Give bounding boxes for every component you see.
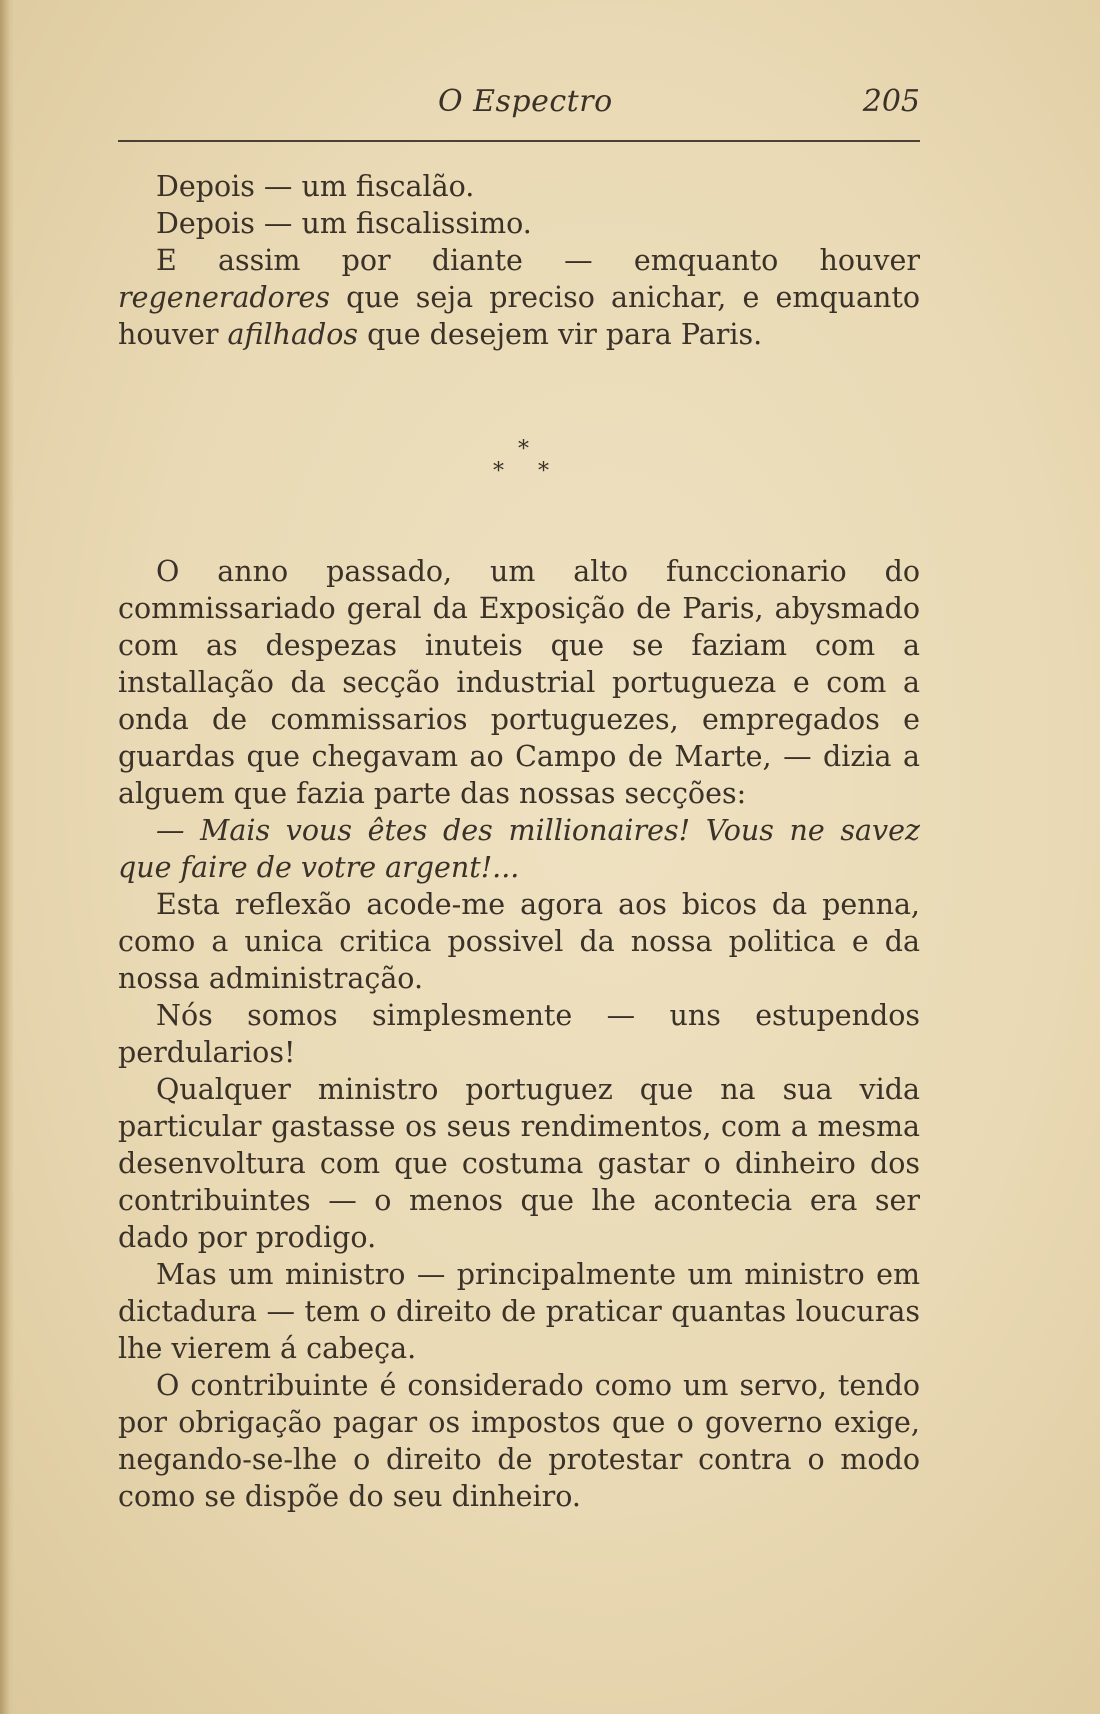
paragraph: O anno passado, um alto funccionario do commissariado geral da Exposição de Paris, abysmado com as despezas inuteis que se faziam com a installação da secção industrial portugueza e com a onda de commissarios portuguezes, empregados e guardas que chegavam ao Campo de Marte, — dizia a alguem que fazia parte das nossas secções: (118, 555, 920, 810)
paragraph (118, 242, 920, 353)
asterisk: * (538, 459, 549, 484)
page-header (118, 82, 920, 122)
page-number: 205 (862, 84, 920, 119)
text-run: que desejem vir para Paris. (358, 318, 763, 351)
asterisk: * (493, 459, 504, 484)
asterism-separator (118, 353, 920, 553)
paragraph: Mas um ministro — principalmente um ministro em dictadura — tem o direito de praticar quantas loucuras lhe vierem á cabeça. (118, 1258, 920, 1365)
text-run: que seja preciso anichar, e emquanto houver (118, 281, 920, 351)
paragraph: Esta reflexão acode-me agora aos bicos da penna, como a unica critica possivel da nossa politica e da nossa administração. (118, 888, 920, 995)
italic-term: afilhados (227, 318, 359, 351)
body-text (118, 168, 920, 1515)
paragraph: Qualquer ministro portuguez que na sua vida particular gastasse os seus rendimentos, com a mesma desenvoltura com que costuma gastar o dinheiro dos contribuintes — o menos que lhe acontecia era ser dado por prodigo. (118, 1073, 920, 1254)
paragraph: Depois — um fiscalissimo. (156, 207, 532, 240)
paragraph: Nós somos simplesmente — uns estupendos perdularios! (118, 999, 920, 1069)
paragraph: O contribuinte é considerado como um servo, tendo por obrigação pagar os impostos que o governo exige, negando-se-lhe o direito de protestar contra o modo como se dispõe do seu dinheiro. (118, 1369, 920, 1513)
quoted-speech: — Mais vous êtes des millionaires! Vous ne savez que faire de votre argent!... (118, 814, 920, 884)
page-spine-shadow (0, 0, 14, 1714)
running-title: O Espectro (438, 84, 613, 119)
asterisk: * (518, 437, 529, 462)
paragraph: Depois — um fiscalão. (156, 170, 475, 203)
header-rule (118, 140, 920, 142)
italic-term: regeneradores (118, 281, 330, 314)
text-run: E assim por diante — emquanto houver (156, 244, 920, 277)
